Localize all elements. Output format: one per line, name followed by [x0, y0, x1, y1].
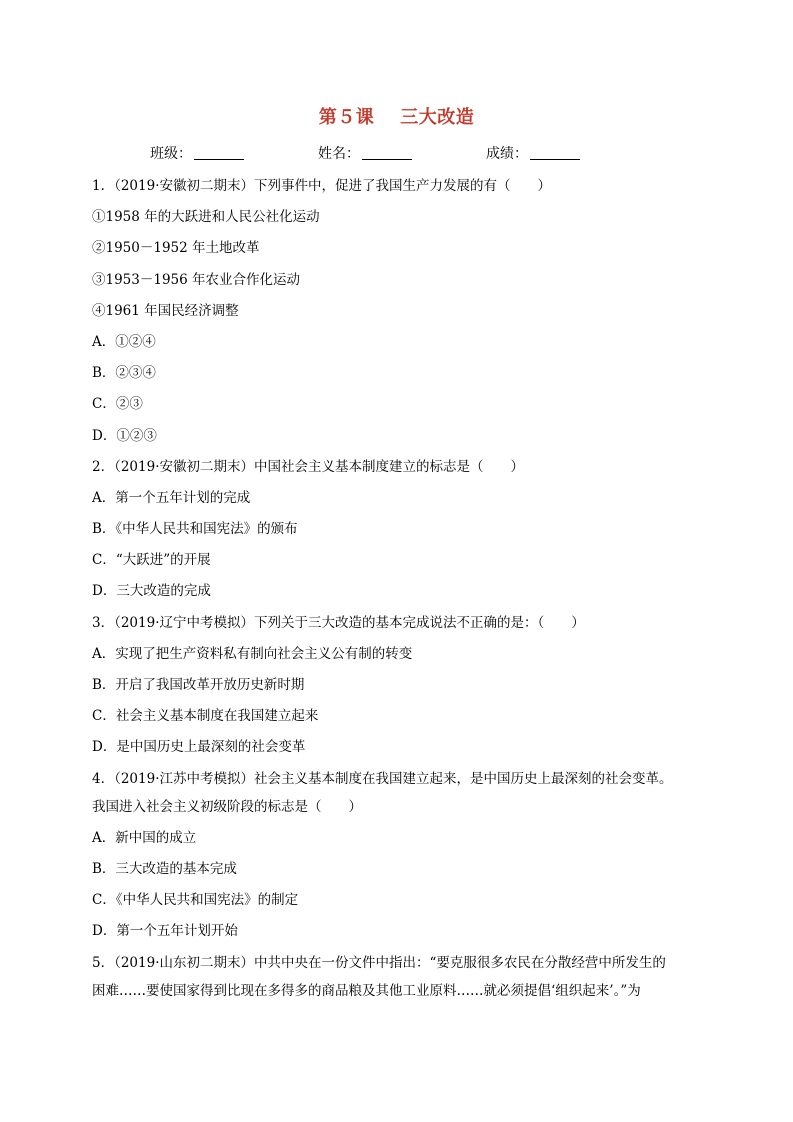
- answer-option-a: A．①②④: [92, 333, 156, 350]
- answer-option-b: B．三大改造的基本完成: [92, 860, 237, 877]
- statement-item: ④1961 年国民经济调整: [92, 302, 239, 319]
- question-stem-line-1: 5．（2019·山东初二期末）中共中央在一份文件中指出：“要克服很多农民在分散经营中所发生的: [92, 954, 666, 971]
- name-field: [318, 143, 412, 163]
- class-label: 班级：: [150, 146, 192, 162]
- question-1: [92, 175, 704, 456]
- answer-option-c: C．“大跃进”的开展: [92, 552, 211, 569]
- question-list: [92, 175, 704, 1011]
- answer-option-b: B．《中华人民共和国宪法》的颁布: [92, 521, 298, 538]
- name-blank[interactable]: [362, 144, 412, 160]
- question-3: [92, 612, 704, 768]
- question-stem-line-2: 我国进入社会主义初级阶段的标志是（ ）: [92, 798, 362, 815]
- page-title: [0, 103, 793, 129]
- lesson-topic: 三大改造: [400, 107, 475, 128]
- question-4: [92, 768, 704, 952]
- answer-option-a: A．新中国的成立: [92, 829, 197, 846]
- score-label: 成绩：: [486, 146, 528, 162]
- question-2: [92, 456, 704, 612]
- answer-option-d: D．三大改造的完成: [92, 583, 211, 600]
- answer-option-a: A．第一个五年计划的完成: [92, 489, 251, 506]
- question-stem-line-1: 4．（2019·江苏中考模拟）社会主义基本制度在我国建立起来，是中国历史上最深刻的社会变革。: [92, 770, 673, 787]
- lesson-number: 第５课: [318, 107, 375, 128]
- student-info-row: [0, 143, 793, 165]
- question-stem: 2．（2019·安徽初二期末）中国社会主义基本制度建立的标志是（ ）: [92, 458, 524, 475]
- answer-option-d: D．是中国历史上最深刻的社会变革: [92, 739, 306, 756]
- question-5: [92, 952, 704, 1011]
- answer-option-d: D．第一个五年计划开始: [92, 923, 238, 940]
- answer-option-b: B．②③④: [92, 365, 156, 382]
- answer-option-c: C．《中华人民共和国宪法》的制定: [92, 892, 299, 909]
- question-stem: 3．（2019·辽宁中考模拟）下列关于三大改造的基本完成说法不正确的是：（ ）: [92, 614, 585, 631]
- answer-option-c: C．社会主义基本制度在我国建立起来: [92, 708, 319, 725]
- question-stem: 1．（2019·安徽初二期末）下列事件中，促进了我国生产力发展的有（ ）: [92, 178, 551, 194]
- answer-option-d: D．①②③: [92, 427, 157, 444]
- answer-option-b: B．开启了我国改革开放历史新时期: [92, 677, 305, 693]
- score-field: [486, 143, 580, 163]
- class-blank[interactable]: [194, 144, 244, 160]
- question-stem-line-2: 困难……要使国家得到比现在多得多的商品粮及其他工业原料……就必须提倡‘组织起来’。”为: [92, 982, 641, 999]
- score-blank[interactable]: [530, 144, 580, 160]
- class-field: [150, 143, 244, 163]
- answer-option-a: A．实现了把生产资料私有制向社会主义公有制的转变: [92, 645, 413, 662]
- name-label: 姓名：: [318, 146, 360, 162]
- statement-item: ②1950－1952 年土地改革: [92, 240, 260, 257]
- answer-option-c: C．②③: [92, 396, 143, 413]
- statement-item: ③1953－1956 年农业合作化运动: [92, 271, 301, 288]
- statement-item: ①1958 年的大跃进和人民公社化运动: [92, 209, 320, 226]
